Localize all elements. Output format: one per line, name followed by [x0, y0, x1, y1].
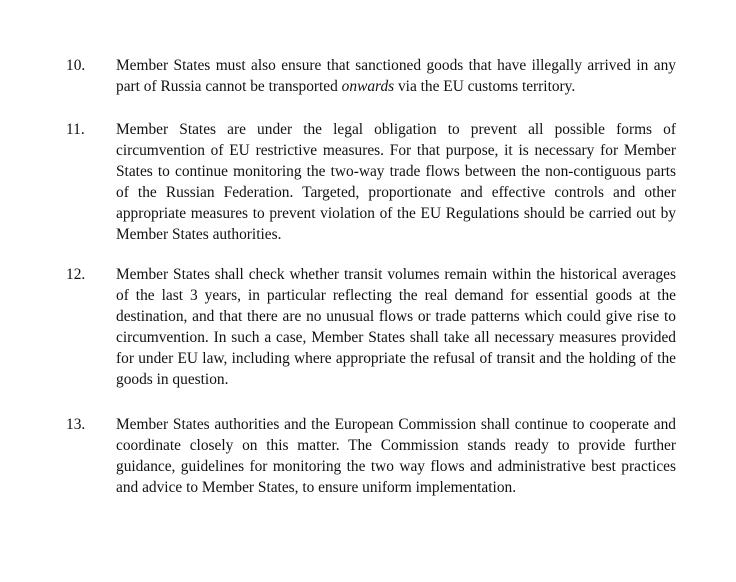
paragraph-number: 12. — [66, 266, 86, 283]
paragraph-text — [116, 55, 676, 97]
paragraph-12 — [66, 264, 676, 390]
paragraph-text-part: Member States must also ensure that sanctioned goods that have illegally arrived in any part of Russia cannot be transported — [116, 57, 676, 95]
paragraph-text: Member States are under the legal obligation to prevent all possible forms of circumvention of EU restrictive measures. For that purpose, it is necessary for Member States to continue monitoring the two-way trade flows between the non-contiguous parts of the Russian Federation. Targeted, proportionate and effective controls and other appropriate measures to prevent violation of the EU Regulations should be carried out by Member States authorities. — [116, 121, 676, 243]
paragraph-number: 10. — [66, 57, 86, 74]
paragraph-text-part: via the EU customs territory. — [394, 78, 576, 95]
paragraph-number: 13. — [66, 416, 86, 433]
paragraph-text: Member States authorities and the European Commission shall continue to cooperate and coordinate closely on this matter. The Commission stands ready to provide further guidance, guidelines for monitoring the two way flows and administrative best practices and advice to Member States, to ensure uniform implementation. — [116, 416, 676, 496]
paragraph-13 — [66, 414, 676, 498]
paragraph-text: Member States shall check whether transit volumes remain within the historical averages of the last 3 years, in particular reflecting the real demand for essential goods at the destination, and that there are no unusual flows or trade patterns which could give rise to circumvention. In such a case, Member States shall take all necessary measures provided for under EU law, including where appropriate the refusal of transit and the holding of the goods in question. — [116, 266, 676, 388]
paragraph-10 — [66, 55, 676, 97]
emphasized-word: onwards — [341, 78, 395, 95]
paragraph-11 — [66, 119, 676, 245]
paragraph-number: 11. — [66, 121, 85, 138]
